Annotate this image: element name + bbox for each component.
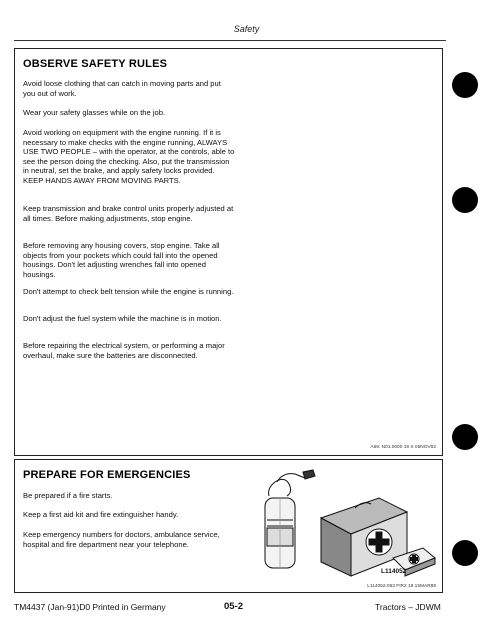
paragraph: Don't attempt to check belt tension while the engine is running. xyxy=(23,287,234,296)
binder-hole xyxy=(452,72,478,98)
footer-page-number: 05-2 xyxy=(224,601,244,612)
page-header-title: Safety xyxy=(233,24,260,34)
paragraph: Wear your safety glasses while on the job. xyxy=(23,108,166,117)
paragraph: Keep emergency numbers for doctors, ambulance service, hospital and fire department near your telephone. xyxy=(23,530,220,549)
first-aid-case-icon xyxy=(321,498,407,576)
section-title: PREPARE FOR EMERGENCIES xyxy=(23,469,191,481)
header-rule xyxy=(14,40,446,41)
footer-manual-id: TM4437 (Jan-91)D0 Printed in Germany xyxy=(14,602,166,612)
footer-product: Tractors – JDWM xyxy=(375,602,441,612)
paragraph: Avoid loose clothing that can catch in moving parts and put you out of work. xyxy=(23,79,221,98)
reference-code: A69: N01.0000 19 S 05NOV82 xyxy=(370,445,436,450)
paragraph: Be prepared if a fire starts. xyxy=(23,491,113,500)
binder-hole xyxy=(452,540,478,566)
paragraph: Don't adjust the fuel system while the machine is in motion. xyxy=(23,314,222,323)
fire-extinguisher-icon xyxy=(265,470,315,568)
safety-rules-section xyxy=(14,48,443,456)
paragraph: Keep a first aid kit and fire extinguisher handy. xyxy=(23,510,179,519)
binder-hole xyxy=(452,424,478,450)
paragraph: Before removing any housing covers, stop engine. Take all objects from your pockets which could fall into the opened housings. Don't let adjusting wrenches fall into opened housings. xyxy=(23,241,220,279)
paragraph: Avoid working on equipment with the engine running. If it is necessary to make checks with the engine running, ALWAYS USE TWO PEOPLE – with the operator, at the controls, able to see the person doing the checking. Also, put the transmission in neutral, set the brake, and apply safety locks provided. KEEP HANDS AWAY FROM MOVING PARTS. xyxy=(23,128,235,185)
binder-hole xyxy=(452,187,478,213)
section-title: OBSERVE SAFETY RULES xyxy=(23,58,168,70)
paragraph: Keep transmission and brake control units properly adjusted at all times. Before making adjustments, stop engine. xyxy=(23,204,234,223)
emergencies-section xyxy=(14,459,443,593)
illustration-code: L114052 xyxy=(381,568,407,575)
paragraph: Before repairing the electrical system, or performing a major overhaul, make sure the batteries are disconnected. xyxy=(23,341,225,360)
emergency-equipment-illustration xyxy=(247,468,437,578)
reference-code: L114052.053 FIR2 19 15MAR89 xyxy=(367,584,436,589)
